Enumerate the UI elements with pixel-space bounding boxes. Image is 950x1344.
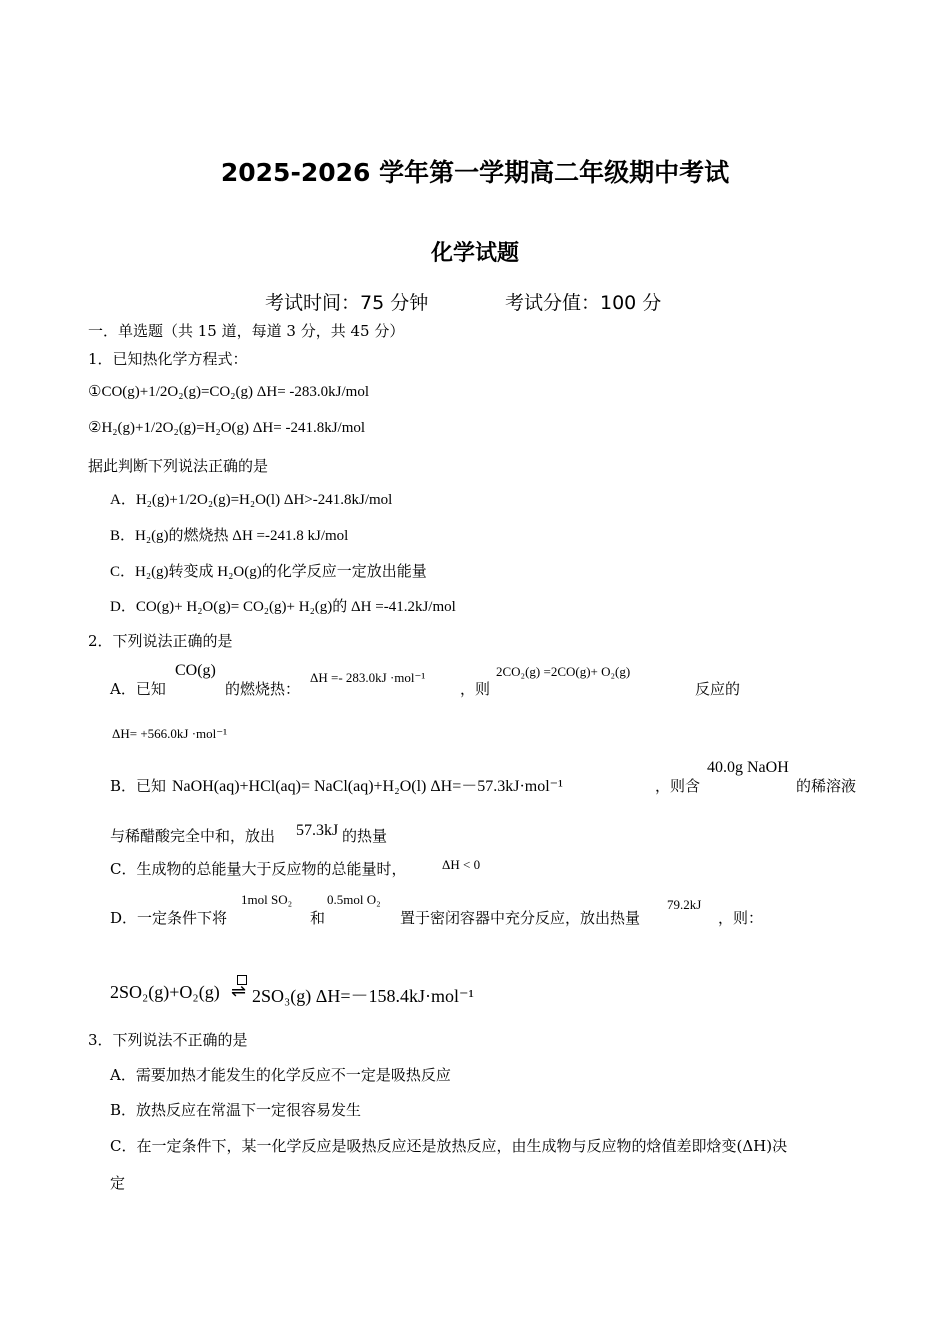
q1-option-d: D．CO(g)+ H₂O(g)= CO₂(g)+ H₂(g)的 ΔH =-41.2kJ/mol (110, 599, 456, 615)
q1-stem: 1．已知热化学方程式： (88, 350, 248, 368)
q2-option-a-co: CO(g) (175, 662, 216, 679)
q2-option-b-heat: 57.3kJ (296, 822, 339, 839)
q2-option-a-line2: ΔH= +566.0kJ ·mol⁻¹ (112, 726, 228, 741)
q2-option-b-prefix: B．已知 (110, 777, 167, 795)
q3-option-c-line1: C．在一定条件下，某一化学反应是吸热反应还是放热反应，由生成物与反应物的焓值差即焓变(ΔH)决 (110, 1137, 788, 1155)
q2-option-b-line2-suffix: 的热量 (342, 827, 388, 845)
q2-option-a-mid: 的燃烧热： (225, 680, 301, 698)
q1-option-a: A．H₂(g)+1/2O₂(g)=H₂O(l) ΔH>-241.8kJ/mol (110, 492, 393, 508)
q2-option-b-line2-prefix: 与稀醋酸完全中和，放出 (110, 827, 276, 845)
q2-option-d-and: 和 (310, 909, 326, 927)
exam-score: 考试分值：100 分 (505, 292, 662, 314)
exam-time: 考试时间：75 分钟 (265, 292, 429, 314)
q1-equation-1: ①CO(g)+1/2O₂(g)=CO₂(g) ΔH= -283.0kJ/mol (88, 384, 369, 400)
q1-equation-2: ②H₂(g)+1/2O₂(g)=H₂O(g) ΔH= -241.8kJ/mol (88, 420, 366, 436)
q2-option-b-suffix: 的稀溶液 (796, 777, 857, 795)
section-heading: 一．单选题（共 15 道，每道 3 分，共 45 分） (88, 322, 405, 340)
q3-stem: 3．下列说法不正确的是 (88, 1031, 248, 1049)
q2-option-b-then: ，则含 (655, 777, 701, 795)
arrow-condition-icon (237, 970, 249, 980)
q2-option-d-o2: 0.5mol O₂ (327, 892, 381, 907)
q3-option-c-line2: 定 (110, 1174, 126, 1192)
q2-option-a-then: ，则 (460, 680, 491, 698)
q2-option-c-math: ΔH < 0 (442, 857, 481, 872)
q2-option-d-equilibrium-arrow: ⇌ (231, 981, 247, 1001)
q3-option-a: A．需要加热才能发生的化学反应不一定是吸热反应 (110, 1066, 451, 1084)
q2-option-d-prefix: D．一定条件下将 (110, 909, 228, 927)
q2-option-d-equation-left: 2SO₂(g)+O₂(g) (110, 982, 220, 1002)
q2-option-b-amount: 40.0g NaOH (707, 759, 789, 776)
q2-option-a-prefix: A．已知 (110, 680, 166, 698)
q2-option-a-suffix: 反应的 (695, 680, 741, 698)
q1-prompt: 据此判断下列说法正确的是 (88, 457, 269, 475)
q2-option-d-mid: 置于密闭容器中充分反应，放出热量 (400, 909, 641, 927)
subject-title: 化学试题 (430, 241, 519, 266)
q2-option-d-so2: 1mol SO₂ (241, 892, 293, 907)
q2-option-d-heat: 79.2kJ (667, 897, 702, 912)
q2-option-a-dh: ΔH =- 283.0kJ ·mol⁻¹ (310, 670, 426, 685)
q2-option-d-equation-right: 2SO₃(g) ΔH=－158.4kJ·mol⁻¹ (252, 986, 474, 1006)
exam-title: 2025-2026 学年第一学期高二年级期中考试 (220, 158, 730, 187)
q2-option-b-equation: NaOH(aq)+HCl(aq)= NaCl(aq)+H₂O(l) ΔH=－57.3kJ·mol⁻¹ (172, 778, 563, 795)
q2-option-d-suffix: ，则： (718, 909, 764, 927)
q3-option-b: B．放热反应在常温下一定很容易发生 (110, 1101, 362, 1119)
q1-option-b: B．H₂(g)的燃烧热 ΔH =-241.8 kJ/mol (110, 528, 349, 544)
q2-option-a-equation: 2CO₂(g) =2CO(g)+ O₂(g) (496, 664, 631, 679)
q2-stem: 2．下列说法正确的是 (88, 632, 233, 650)
q2-option-c-text: C．生成物的总能量大于反应物的总能量时， (110, 860, 407, 878)
q1-option-c: C．H₂(g)转变成 H₂O(g)的化学反应一定放出能量 (110, 564, 427, 580)
